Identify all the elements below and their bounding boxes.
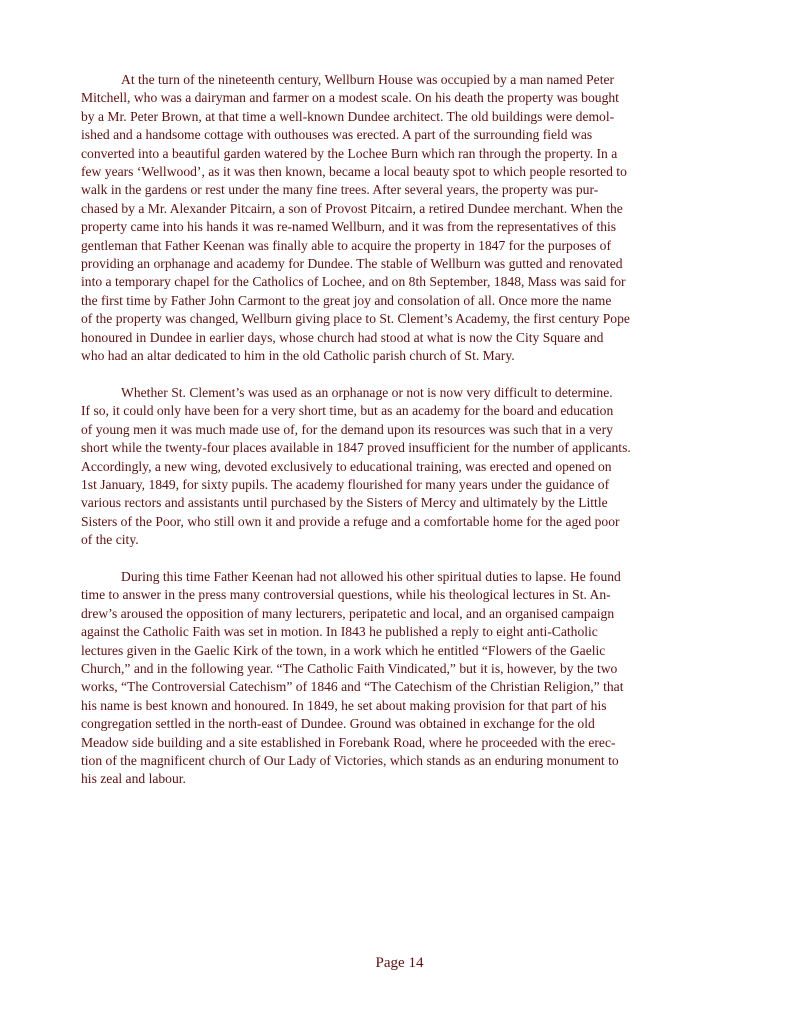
body-text: [81, 71, 724, 807]
page-number: Page 14: [375, 955, 424, 971]
paragraph-3: During this time Father Keenan had not allowed his other spiritual duties to lapse. He found time to answer in the press many controversial questions, while his theological lectures in St. An- drew’s aroused the opposition of many lecturers, peripatetic and local, and an organised campaign against the Catholic Faith was set in motion. In I843 he published a reply to eight anti-Catholic lectures given in the Gaelic Kirk of the town, in a work which he entitled “Flowers of the Gaelic Church,” and in the following year. “The Catholic Faith Vindicated,” but it is, however, by the two works, “The Controversial Catechism” of 1846 and “The Catechism of the Christian Religion,” that his name is best known and honoured. In 1849, he set about making provision for that part of his congregation settled in the north-east of Dundee. Ground was obtained in exchange for the old Meadow side building and a site established in Forebank Road, where he proceeded with the erec- tion of the magnificent church of Our Lady of Victories, which stands as an enduring monument to his zeal and labour.: [81, 568, 624, 787]
paragraph-1: At the turn of the nineteenth century, Wellburn House was occupied by a man named Peter Mitchell, who was a dairyman and farmer on a modest scale. On his death the property was bought by a Mr. Peter Brown, at that time a well-known Dundee architect. The old buildings were demol- ished and a handsome cottage with outhouses was erected. A part of the surrounding field was converted into a beautiful garden watered by the Lochee Burn which ran through the property. In a few years ‘Wellwood’, as it was then known, became a local beauty spot to which people resorted to walk in the gardens or rest under the many fine trees. After several years, the property was pur- chased by a Mr. Alexander Pitcairn, a son of Provost Pitcairn, a retired Dundee merchant. When the property came into his hands it was re-named Wellburn, and it was from the representatives of this gentleman that Father Keenan was finally able to acquire the property in 1847 for the purposes of providing an orphanage and academy for Dundee. The stable of Wellburn was gutted and renovated into a temporary chapel for the Catholics of Lochee, and on 8th September, 1848, Mass was said for the first time by Father John Carmont to the great joy and consolation of all. Once more the name of the property was changed, Wellburn giving place to St. Clement’s Academy, the first century Pope honoured in Dundee in earlier days, whose church had stood at what is now the City Square and who had an altar dedicated to him in the old Catholic parish church of St. Mary.: [81, 72, 630, 364]
paragraph-2: Whether St. Clement’s was used as an orphanage or not is now very difficult to determine. If so, it could only have been for a very short time, but as an academy for the board and education of young men it was much made use of, for the demand upon its resources was such that in a very short while the twenty-four places available in 1847 proved insufficient for the number of applicants. Accordingly, a new wing, devoted exclusively to educational training, was erected and opened on 1st January, 1849, for sixty pupils. The academy flourished for many years under the guidance of various rectors and assistants until purchased by the Sisters of Mercy and ultimately by the Little Sisters of the Poor, who still own it and provide a refuge and a comfortable home for the aged poor of the city.: [81, 384, 631, 548]
